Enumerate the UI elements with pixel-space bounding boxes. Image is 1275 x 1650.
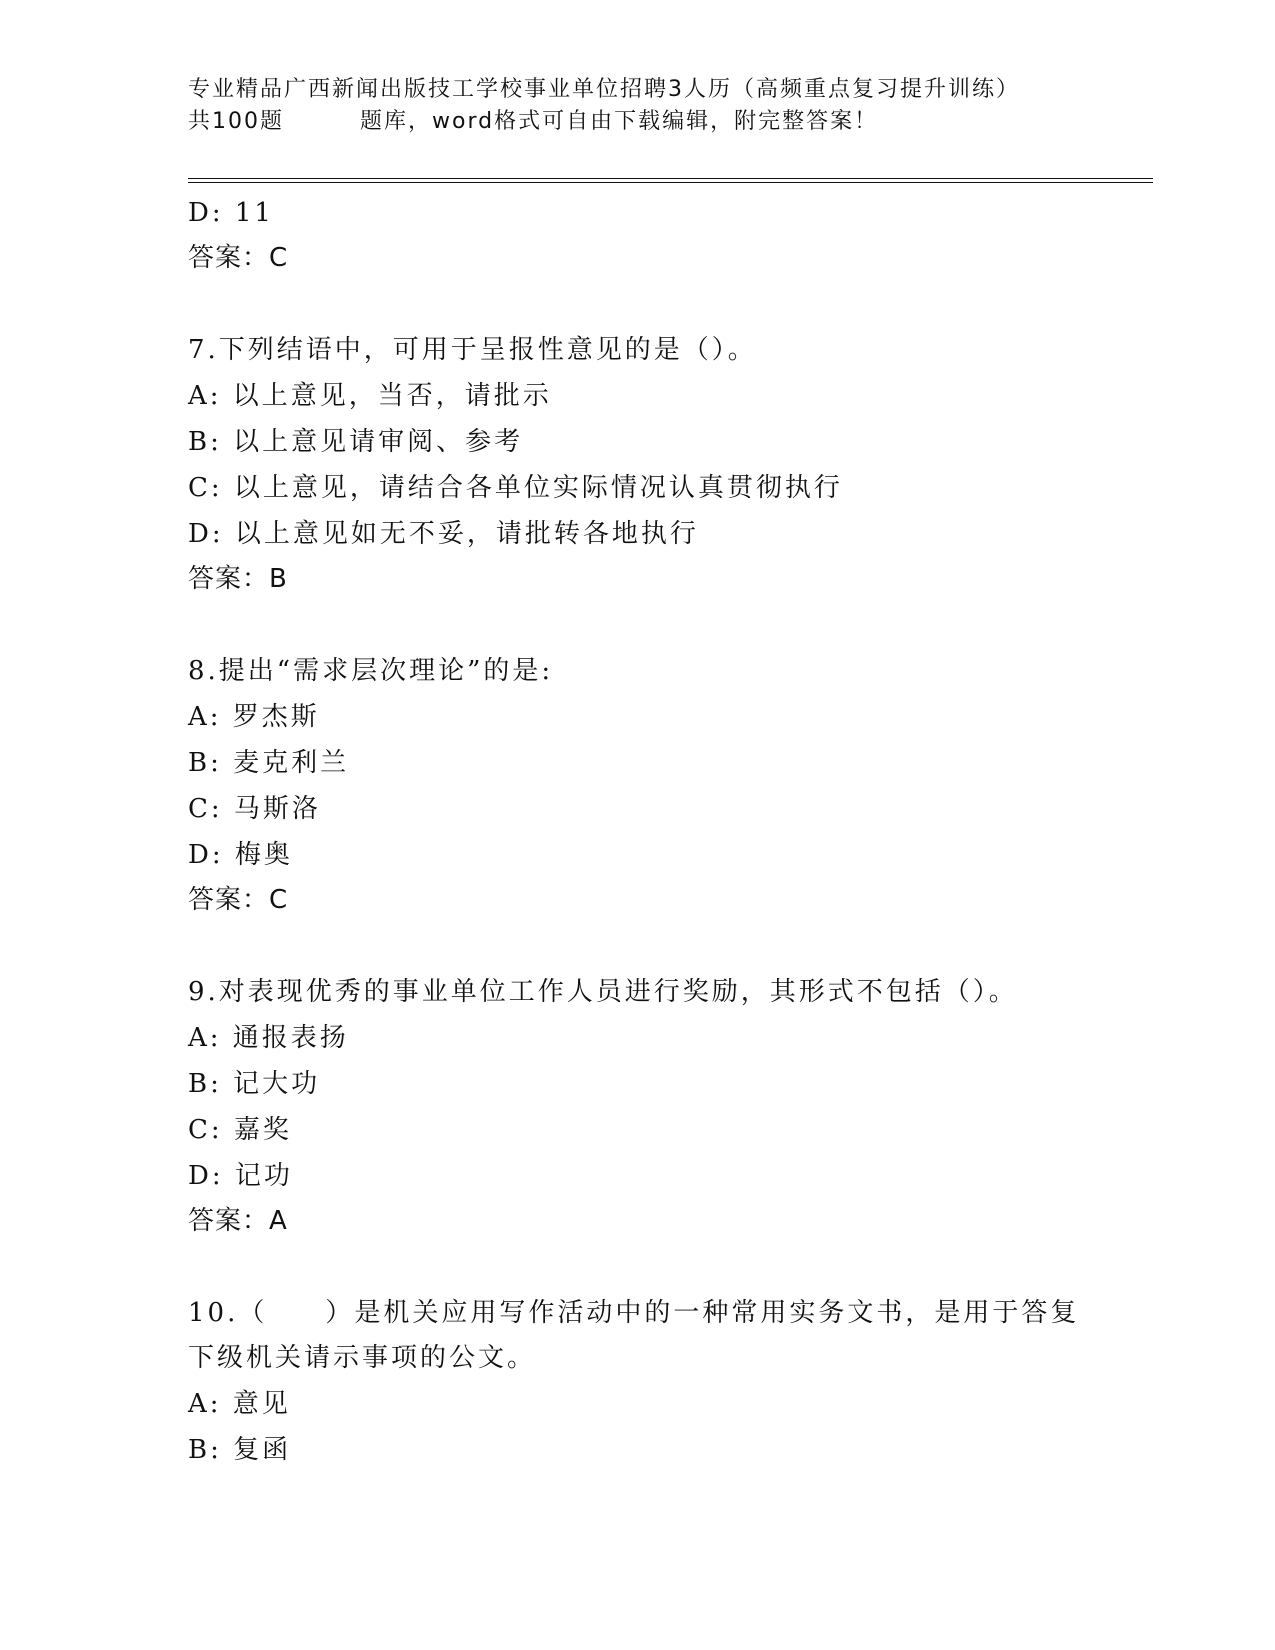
- question-list: [188, 190, 1108, 1521]
- header-rule-bottom: [188, 182, 1153, 183]
- question-item: [188, 649, 1108, 922]
- question-option: C: 马斯洛: [188, 794, 321, 824]
- question-option: D: 11: [188, 198, 274, 228]
- question-option: D: 梅奥: [188, 840, 293, 870]
- question-option: B: 以上意见请审阅、参考: [188, 427, 524, 457]
- question-option: A: 以上意见，当否，请批示: [188, 381, 552, 411]
- page-header: [188, 74, 1148, 138]
- question-option: A: 罗杰斯: [188, 702, 320, 732]
- question-item: [188, 190, 1108, 280]
- header-count: 共100题: [188, 109, 284, 134]
- question-option: A: 意见: [188, 1389, 291, 1419]
- question-option: A: 通报表扬: [188, 1023, 349, 1053]
- header-rule-top: [188, 178, 1153, 179]
- question-option: C: 嘉奖: [188, 1115, 292, 1145]
- question-stem: 8.提出“需求层次理论”的是:: [188, 656, 554, 686]
- header-title: 专业精品广西新闻出版技工学校事业单位招聘3人历（高频重点复习提升训练）: [188, 77, 1020, 102]
- question-answer: 答案：A: [188, 1206, 288, 1236]
- question-item: [188, 328, 1108, 601]
- header-second-line: [188, 106, 1148, 138]
- question-item: [188, 1291, 1108, 1473]
- question-option: C: 以上意见，请结合各单位实际情况认真贯彻执行: [188, 473, 843, 503]
- question-answer: 答案：B: [188, 564, 288, 594]
- question-answer: 答案：C: [188, 243, 289, 273]
- question-option: B: 复函: [188, 1435, 292, 1465]
- question-item: [188, 970, 1108, 1243]
- header-subtitle: 题库，word格式可自由下载编辑，附完整答案！: [360, 109, 879, 134]
- question-stem: 7.下列结语中，可用于呈报性意见的是（）。: [188, 335, 757, 365]
- question-option: D: 记功: [188, 1161, 293, 1191]
- question-answer: 答案：C: [188, 885, 289, 915]
- question-option: D: 以上意见如无不妥，请批转各地执行: [188, 519, 699, 549]
- question-stem: 9.对表现优秀的事业单位工作人员进行奖励，其形式不包括（）。: [188, 977, 1018, 1007]
- question-option: B: 麦克利兰: [188, 748, 350, 778]
- question-stem: 10.（ ）是机关应用写作活动中的一种常用实务文书，是用于答复下级机关请示事项的公文。: [188, 1298, 1080, 1373]
- question-option: B: 记大功: [188, 1069, 321, 1099]
